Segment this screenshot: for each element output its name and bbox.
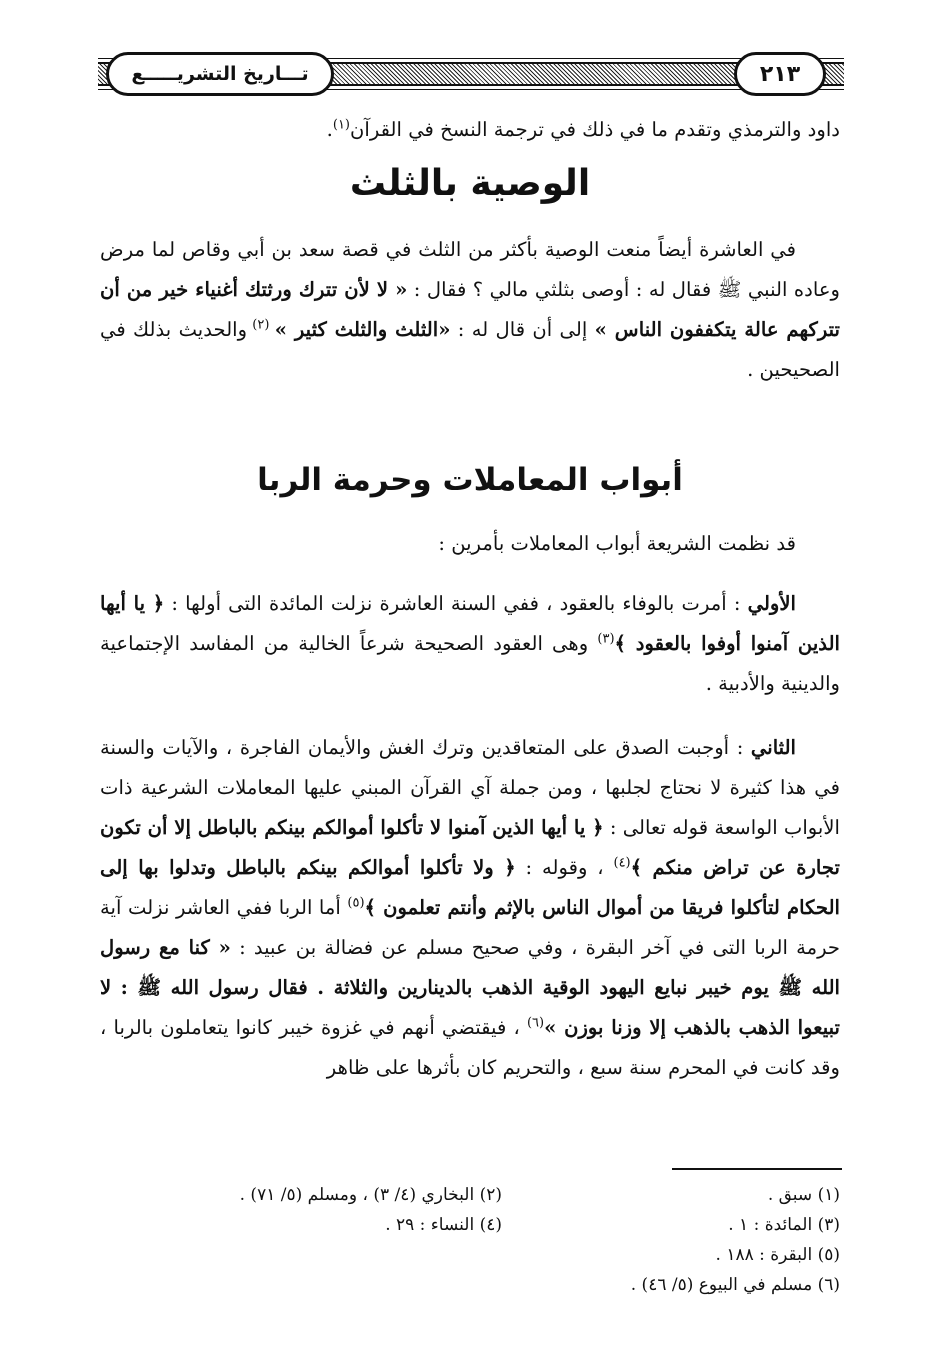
footnote-ref: (١) [332, 117, 350, 133]
hadith-quote-3: « كنا مع رسول الله ﷺ يوم خيبر نبايع اليهود الوقية الذهب بالدينارين والثلاثة . فقال رسول الله ﷺ : لا تبيعوا الذهب بالذهب إلا وزنا بوزن » [100, 936, 840, 1039]
paragraph-bequest [100, 230, 840, 390]
footnote-1: (١) سبق . [767, 1185, 840, 1205]
footnote-3: (٣) المائدة : ١ . [728, 1215, 840, 1235]
footnote-ref: (٣) [597, 631, 615, 647]
footnote-ref: (٦) [526, 1015, 545, 1031]
para4-t1: : أوجبت الصدق على المتعاقدين وترك الغش والأيمان الفاجرة ، والآيات والسنة في هذا كثيرة لا نحتاج لجلبها ، ومن جملة آي القرآن المبني عليها المعاملات الشرعية ذات الأبواب الواسعة قوله تعالى : [100, 736, 840, 839]
quran-quote-2: ﴿ ولا تأكلوا أموالكم بينكم بالباطل وتدلوا بها إلى الحكام لتأكلوا فريقا من أموال الناس بالإثم وأنتم تعلمون ﴾ [100, 856, 840, 919]
para1-intro: في العاشرة أيضاً منعت الوصية بأكثر من الثلث في قصة سعد بن أبي وقاص لما مرض وعاده النبي ﷺ فقال له : أوصى بثلثي مالي ؟ فقال : [100, 238, 840, 301]
footnote-ref: (٥) [347, 895, 365, 911]
para3-text2: وهى العقود الصحيحة شرعاً الخالية من المفاسد الإجتماعية والدينية والأدبية . [100, 632, 840, 695]
footnote-separator [672, 1168, 842, 1170]
heading-transactions: أبواب المعاملات وحرمة الربا [257, 462, 683, 498]
paragraph-intro [100, 524, 840, 564]
footnote-row [100, 1180, 840, 1210]
para1-end: والحديث بذلك في الصحيحين . [100, 318, 840, 381]
footnote-row [100, 1210, 840, 1240]
para3-text1: : أمرت بالوفاء بالعقود ، ففي السنة العاشرة نزلت المائدة التى أولها : [164, 592, 748, 615]
page-header [98, 48, 844, 96]
footnote-6: (٦) مسلم في البيوع (٥/ ٤٦) . [630, 1275, 840, 1295]
footnote-ref: (٤) [613, 855, 631, 871]
continuation-end: . [326, 118, 333, 141]
hadith-quote-2: «الثلث والثلث كثير » [274, 318, 451, 341]
para2-text: قد نظمت الشريعة أبواب المعاملات بأمرين : [438, 532, 796, 555]
para4-t4: ، فيقتضي أنهم في غزوة خيبر كانوا يتعاملون بالربا ، وقد كانت في المحرم سنة سبع ، والتحريم كان بأثرها على ظاهر [100, 1016, 840, 1079]
running-title: تـــاريخ التشريـــــع [106, 52, 334, 96]
para4-t2: ، وقوله : [515, 856, 614, 879]
page-number: ٢١٣ [734, 52, 826, 96]
paragraph-first [100, 584, 840, 704]
para4-t3: أما الربا ففي العاشر نزلت آية حرمة الربا التى في آخر البقرة ، وفي صحيح مسلم عن فضالة بن عبيد : [100, 896, 840, 959]
footnote-row [100, 1270, 840, 1300]
footnote-4: (٤) النساء : ٢٩ . [385, 1215, 502, 1235]
continuation-line [100, 110, 840, 150]
paragraph-second [100, 728, 840, 1088]
footnote-ref: (٢) [247, 317, 275, 333]
hadith-quote: « لا لأن تترك ورثتك أغنياء خير من أن تتركهم عالة يتكففون الناس » [100, 278, 840, 341]
quran-quote-1: ﴿ يا أيها الذين آمنوا لا تأكلوا أموالكم بينكم بالباطل إلا أن تكون تجارة عن تراض منكم ﴾ [100, 816, 840, 879]
para1-mid: إلى أن قال له : [450, 318, 595, 341]
first-label: الأولي [747, 592, 796, 615]
footnotes [100, 1180, 840, 1300]
continuation-text: داود والترمذي وتقدم ما في ذلك في ترجمة النسخ في القرآن [350, 118, 840, 141]
footnote-row [100, 1240, 840, 1270]
footnote-2: (٢) البخاري (٤/ ٣) ، ومسلم (٥/ ٧١) . [239, 1185, 502, 1205]
second-label: الثاني [750, 736, 796, 759]
heading-bequest: الوصية بالثلث [349, 163, 591, 204]
footnote-5: (٥) البقرة : ١٨٨ . [715, 1245, 840, 1265]
quran-quote: ﴿ يا أيها الذين آمنوا أوفوا بالعقود ﴾ [100, 592, 840, 655]
